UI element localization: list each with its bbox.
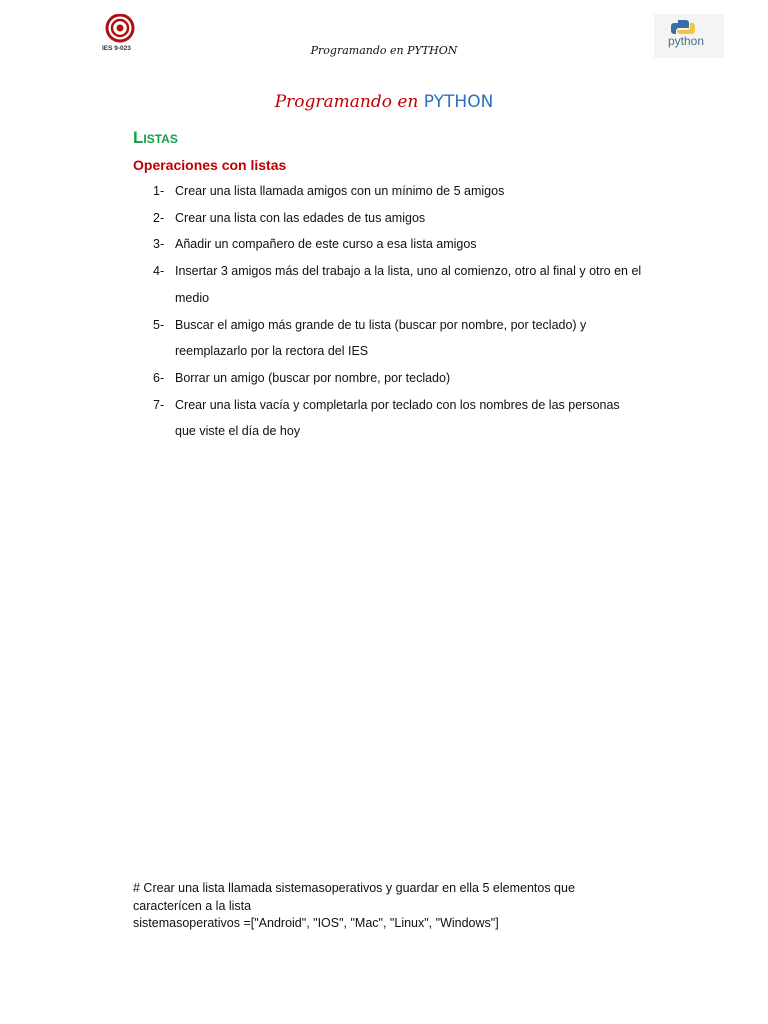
python-logo (654, 14, 724, 58)
subsection-title: Operaciones con listas (133, 157, 287, 173)
spiral-icon (102, 14, 138, 44)
list-item (153, 231, 643, 258)
list-item (153, 205, 643, 232)
python-logo-text: python (668, 34, 705, 48)
item-text: Crear una lista con las edades de tus amigos (175, 210, 426, 225)
list-item (153, 392, 643, 445)
list-item (153, 178, 643, 205)
item-text: Crear una lista vacía y completarla por teclado con los nombres de las personas que viste el día de hoy (175, 397, 620, 439)
item-text: Insertar 3 amigos más del trabajo a la lista, uno al comienzo, otro al final y otro en el medio (175, 264, 642, 305)
header-title: Programando en PYTHON (310, 44, 458, 57)
item-number: 5- (153, 317, 165, 332)
item-text: Buscar el amigo más grande de tu lista (buscar por nombre, por teclado) y reemplazarlo por la rectora del IES (175, 317, 587, 359)
code-line: sistemasoperativos =["Android", "IOS", "Mac", "Linux", "Windows"] (133, 916, 499, 930)
section-title: Listas (133, 128, 178, 147)
item-number: 7- (153, 397, 165, 412)
exercise-list (153, 178, 643, 445)
document-title-part2: PYTHON (423, 92, 494, 112)
ies-logo-text: IES 9-023 (102, 45, 131, 52)
document-title-part1: Programando en (274, 92, 424, 112)
item-text: Borrar un amigo (buscar por nombre, por teclado) (175, 370, 451, 385)
list-item (153, 312, 643, 365)
item-number: 3- (153, 237, 165, 252)
item-text: Añadir un compañero de este curso a esa lista amigos (175, 237, 477, 252)
item-number: 4- (153, 264, 165, 279)
item-number: 6- (153, 370, 165, 385)
list-item (153, 365, 643, 392)
list-item (153, 258, 643, 311)
document-title (0, 92, 768, 112)
code-comment: # Crear una lista llamada sistemasoperativos y guardar en ella 5 elementos que caracterícen a la lista (133, 881, 579, 913)
item-number: 1- (153, 184, 165, 198)
code-note (133, 880, 603, 933)
item-text: Crear una lista llamada amigos con un mínimo de 5 amigos (175, 184, 505, 198)
item-number: 2- (153, 210, 165, 225)
